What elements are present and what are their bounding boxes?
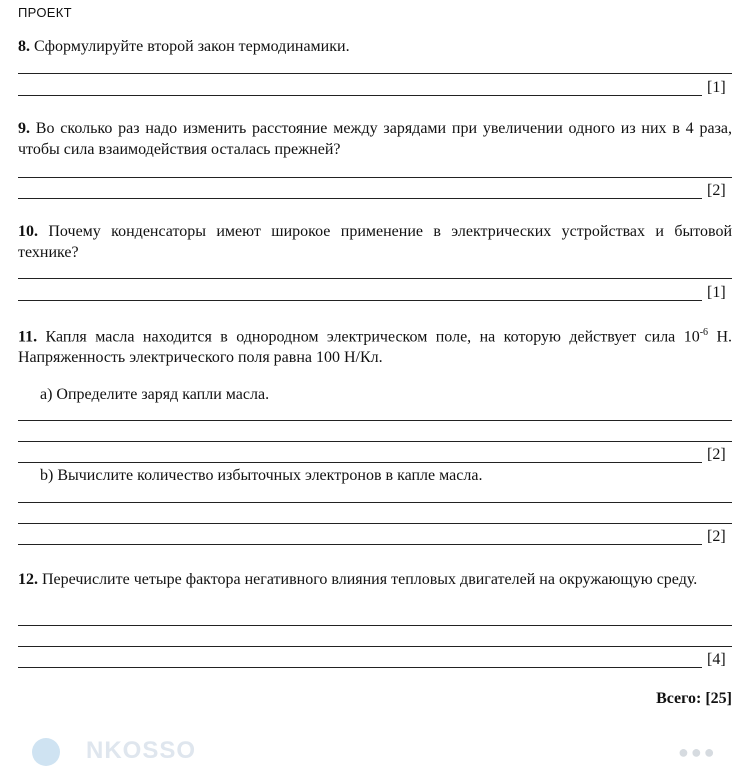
exponent: -6 (699, 327, 709, 338)
question-11 (18, 322, 732, 368)
question-text: Перечислите четыре фактора негативного влияния тепловых двигателей на окружающую среду. (42, 571, 698, 588)
answer-line[interactable] (18, 73, 732, 74)
answer-line[interactable] (18, 198, 702, 199)
question-text: Во сколько раз надо изменить расстояние между зарядами при увеличении одного из них в 4 раза, чтобы сила взаимодействия осталась прежней? (18, 120, 732, 158)
total-score: Всего: [25] (656, 690, 732, 707)
answer-line[interactable] (18, 502, 732, 503)
answer-line[interactable] (18, 523, 732, 524)
question-text: Капля масла находится в однородном электрическом поле, на которую действует сила 10 (45, 328, 700, 346)
answer-line[interactable] (18, 300, 702, 301)
answer-line[interactable] (18, 177, 732, 178)
question-11a: a) Определите заряд капли масла. (40, 386, 270, 403)
question-text: Почему конденсаторы имеют широкое применение в электрических устройствах и бытовой технике? (18, 223, 733, 261)
answer-line[interactable] (18, 95, 702, 96)
logo-icon (32, 738, 60, 766)
answer-line[interactable] (18, 420, 732, 421)
marks-label: [2] (707, 528, 726, 545)
question-text: Н. Напряженность электрического поля равна 100 Н/Кл. (18, 328, 732, 367)
answer-line[interactable] (18, 625, 732, 626)
question-8 (18, 36, 732, 57)
marks-label: [1] (707, 284, 726, 301)
question-number: 10. (18, 223, 38, 240)
footer-watermark (0, 736, 750, 764)
logo-watermark: NKOSSO (86, 737, 197, 764)
marks-label: [1] (707, 79, 726, 96)
question-11b: b) Вычислите количество избыточных электронов в капле масла. (40, 467, 483, 484)
question-number: 11. (18, 328, 38, 346)
answer-line[interactable] (18, 646, 732, 647)
marks-label: [4] (707, 651, 726, 668)
question-number: 8. (18, 38, 30, 55)
question-10 (18, 221, 732, 263)
answer-line[interactable] (18, 462, 702, 463)
marks-label: [2] (707, 446, 726, 463)
question-number: 12. (18, 571, 38, 588)
question-9 (18, 118, 732, 160)
question-number: 9. (18, 120, 30, 137)
answer-line[interactable] (18, 278, 732, 279)
answer-line[interactable] (18, 667, 702, 668)
answer-line[interactable] (18, 544, 702, 545)
question-12 (18, 569, 732, 590)
page-header: ПРОЕКТ (18, 5, 72, 20)
more-icon: ●●● (678, 742, 717, 762)
answer-line[interactable] (18, 441, 732, 442)
question-text: Сформулируйте второй закон термодинамики. (34, 38, 350, 55)
marks-label: [2] (707, 182, 726, 199)
